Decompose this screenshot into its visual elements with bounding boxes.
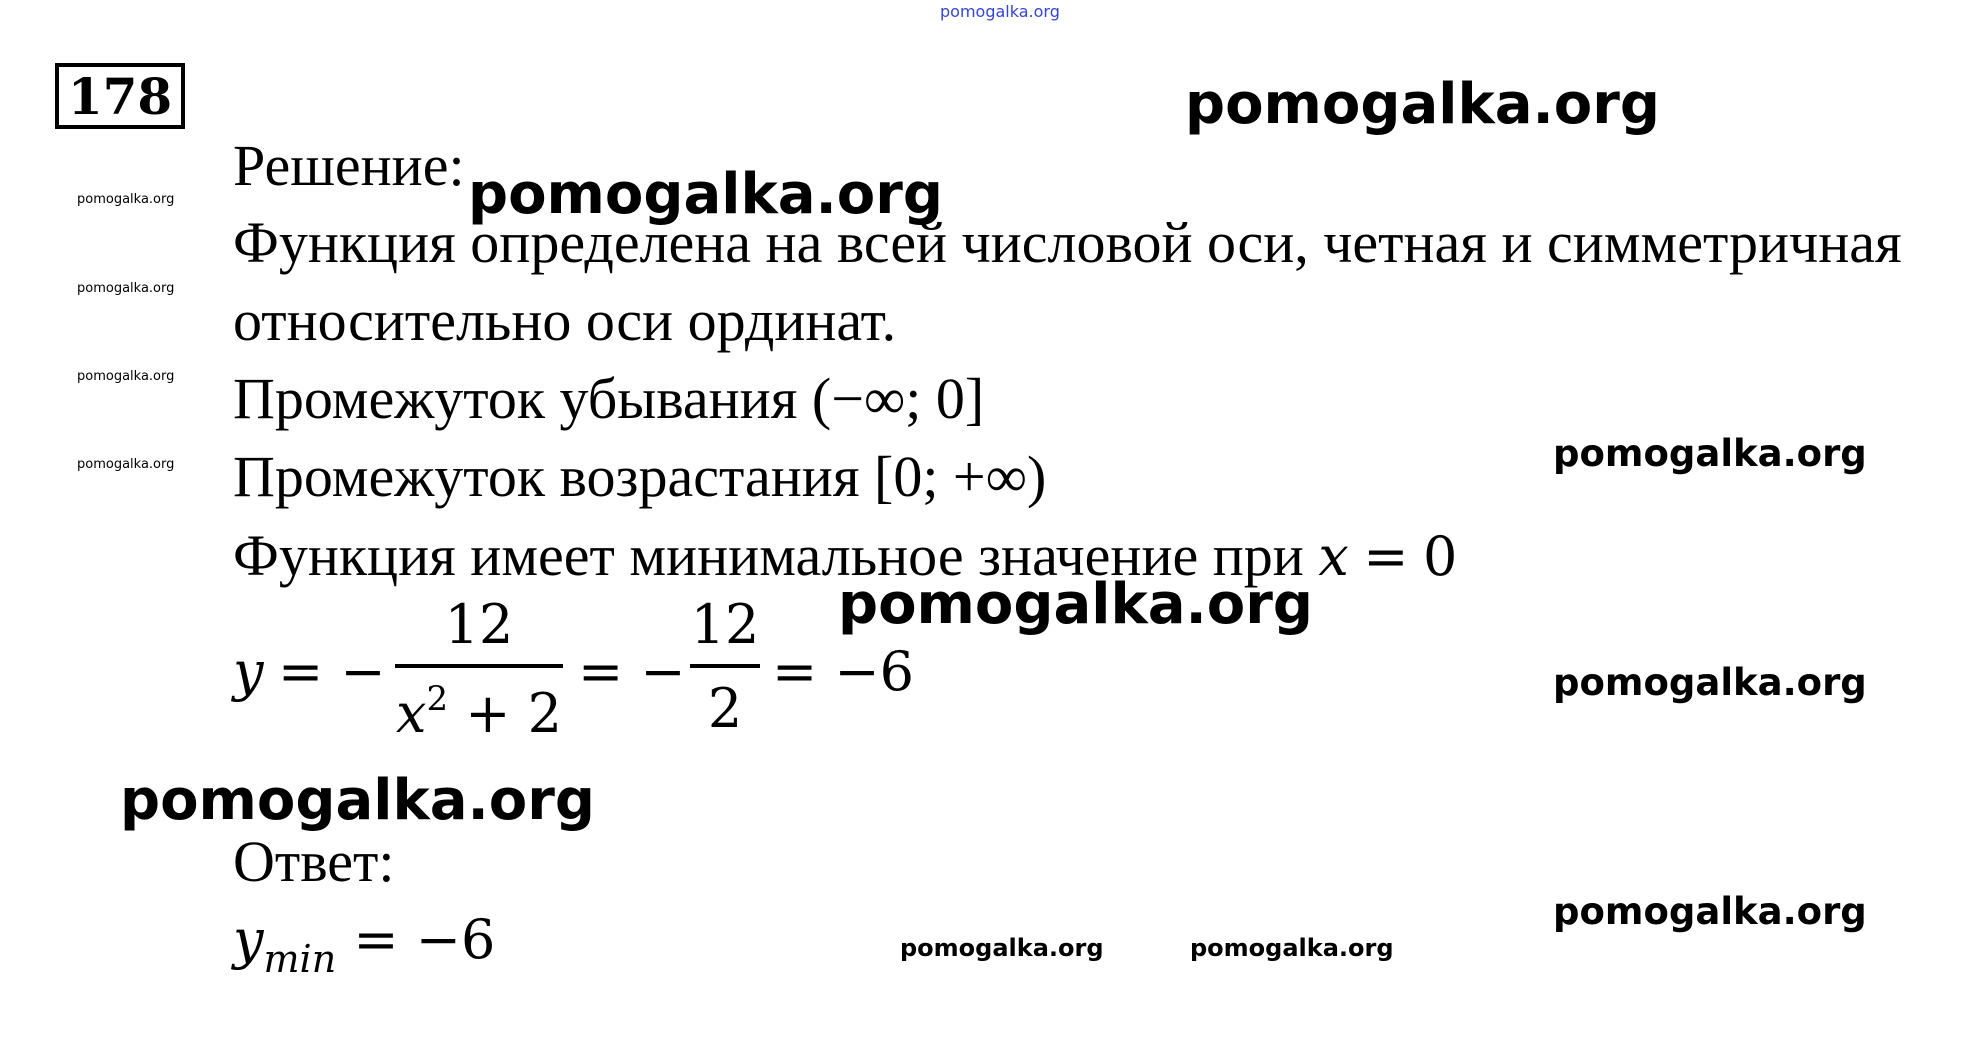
minimum-statement-text: Функция имеет минимальное значение при [233, 523, 1304, 588]
watermark-tiny: pomogalka.org [77, 192, 175, 207]
problem-number: 178 [67, 66, 173, 126]
decreasing-interval: Промежуток убывания (−∞; 0] [233, 366, 985, 431]
text-line: Функция определена на всей числовой оси, четная и симметричная [233, 210, 1902, 275]
answer-label: Ответ: [233, 829, 395, 894]
answer-formula [233, 908, 495, 981]
formula-y: y [233, 640, 264, 703]
watermark-tiny: pomogalka.org [77, 457, 175, 472]
watermark-medium: pomogalka.org [1553, 661, 1867, 704]
fraction-1 [395, 593, 563, 745]
watermark-medium: pomogalka.org [1553, 890, 1867, 933]
min-x-value: 0 [1423, 525, 1458, 588]
fraction-2-denominator: 2 [707, 677, 743, 740]
fraction-2-bar [690, 664, 760, 668]
fraction-1-numerator: 12 [444, 593, 514, 656]
formula-eq2: = − [578, 640, 686, 703]
formula-result: = −6 [772, 640, 915, 703]
watermark-large: pomogalka.org [838, 572, 1313, 637]
problem-number-box [55, 63, 185, 129]
min-x-var: x [1318, 525, 1349, 588]
watermark-small: pomogalka.org [1190, 934, 1394, 962]
watermark-large: pomogalka.org [120, 768, 595, 833]
fraction-2 [690, 593, 760, 740]
answer-y: y [233, 908, 264, 971]
increasing-interval: Промежуток возрастания [0; +∞) [233, 444, 1047, 509]
answer-value: = −6 [336, 908, 496, 971]
solution-label: Решение: [233, 133, 465, 198]
text-line: относительно оси ординат. [233, 288, 897, 353]
formula-eq1: = − [278, 640, 386, 703]
watermark-medium: pomogalka.org [1553, 432, 1867, 475]
minimum-statement [233, 523, 1458, 588]
fraction-2-numerator: 12 [690, 593, 760, 656]
fraction-1-denominator: $x^2 + 2$ [395, 679, 563, 745]
watermark-tiny: pomogalka.org [77, 281, 175, 296]
min-x-eq: = [1363, 525, 1409, 588]
watermark-large: pomogalka.org [1185, 72, 1660, 137]
watermark-small: pomogalka.org [900, 934, 1104, 962]
answer-sub: min [263, 937, 337, 981]
watermark-large: pomogalka.org [468, 162, 943, 227]
watermark-top: pomogalka.org [940, 2, 1060, 21]
watermark-tiny: pomogalka.org [77, 369, 175, 384]
fraction-1-bar [395, 664, 563, 668]
